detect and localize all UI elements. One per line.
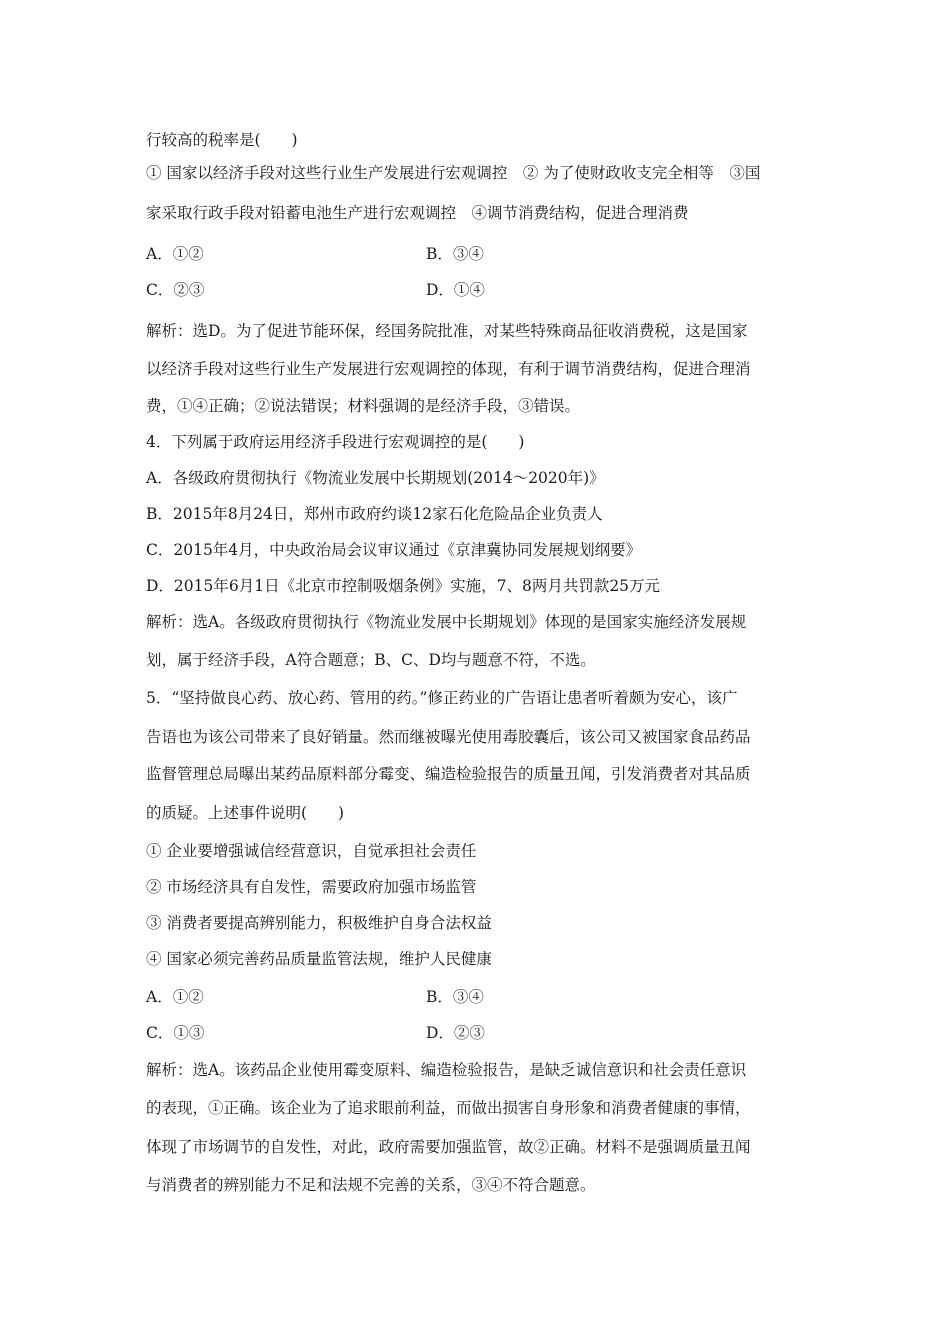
q5-statement-2: ② 市场经济具有自发性，需要政府加强市场监管 <box>146 878 477 896</box>
q4-option-c: C．2015年4月，中央政治局会议审议通过《京津冀协同发展规划纲要》 <box>146 541 642 559</box>
q5-statement-3: ③ 消费者要提高辨别能力，积极维护自身合法权益 <box>146 914 492 932</box>
q5-analysis-line-2: 的表现，①正确。该企业为了追求眼前利益，而做出损害自身形象和消费者健康的事情， <box>146 1099 751 1117</box>
q3-choice-ab-right: B．③④ <box>426 245 484 263</box>
q4-option-d: D．2015年6月1日《北京市控制吸烟条例》实施，7、8两月共罚款25万元 <box>146 577 661 595</box>
q5-analysis-line-4: 与消费者的辨别能力不足和法规不完善的关系，③④不符合题意。 <box>146 1176 596 1194</box>
q5-choice-ab: A．①② <box>146 988 204 1006</box>
q5-choice-cd: C．①③ <box>146 1024 205 1042</box>
q4-analysis-line-1: 解析：选A。各级政府贯彻执行《物流业发展中长期规划》体现的是国家实施经济发展规 <box>146 613 747 631</box>
question-4-stem: 4．下列属于政府运用经济手段进行宏观调控的是( ) <box>146 433 525 451</box>
q3-choice-cd-right: D．①④ <box>426 281 485 299</box>
q4-option-b: B．2015年8月24日，郑州市政府约谈12家石化危险品企业负责人 <box>146 505 603 523</box>
q5-statement-4: ④ 国家必须完善药品质量监管法规，维护人民健康 <box>146 950 492 968</box>
question-5-stem-line-1: 5．“坚持做良心药、放心药、管用的药。”修正药业的广告语让患者听着颇为安心，该广 <box>146 689 738 707</box>
q5-statement-1: ① 企业要增强诚信经营意识，自觉承担社会责任 <box>146 842 477 860</box>
q3-analysis-line-2: 以经济手段对这些行业生产发展进行宏观调控的体现，有利于调节消费结构，促进合理消 <box>146 360 751 378</box>
q4-analysis-line-2: 划，属于经济手段，A符合题意；B、C、D均与题意不符，不选。 <box>146 651 596 669</box>
q5-choice-cd-right: D．②③ <box>426 1024 485 1042</box>
q3-options-line-1: ① 国家以经济手段对这些行业生产发展进行宏观调控 ② 为了使财政收支完全相等 ③国 <box>146 164 761 182</box>
q3-analysis-line-1: 解析：选D。为了促进节能环保，经国务院批准，对某些特殊商品征收消费税，这是国家 <box>146 322 748 340</box>
q3-options-line-2: 家采取行政手段对铅蓄电池生产进行宏观调控 ④调节消费结构，促进合理消费 <box>146 204 689 222</box>
question-5-stem-line-4: 的质疑。上述事件说明( ) <box>146 804 345 822</box>
question-3-stem-tail: 行较高的税率是( ) <box>146 131 298 149</box>
q5-analysis-line-1: 解析：选A。该药品企业使用霉变原料、编造检验报告，是缺乏诚信意识和社会责任意识 <box>146 1061 747 1079</box>
question-5-stem-line-2: 告语也为该公司带来了良好销量。然而继被曝光使用毒胶囊后，该公司又被国家食品药品 <box>146 728 751 746</box>
q3-choice-ab: A．①② <box>146 245 204 263</box>
q5-choice-ab-right: B．③④ <box>426 988 484 1006</box>
q5-analysis-line-3: 体现了市场调节的自发性，对此，政府需要加强监管，故②正确。材料不是强调质量丑闻 <box>146 1138 751 1156</box>
q3-analysis-line-3: 费，①④正确；②说法错误；材料强调的是经济手段，③错误。 <box>146 397 581 415</box>
q3-choice-cd: C．②③ <box>146 281 205 299</box>
q4-option-a: A．各级政府贯彻执行《物流业发展中长期规划(2014～2020年)》 <box>146 469 605 487</box>
question-5-stem-line-3: 监督管理总局曝出某药品原料部分霉变、编造检验报告的质量丑闻，引发消费者对其品质 <box>146 765 751 783</box>
